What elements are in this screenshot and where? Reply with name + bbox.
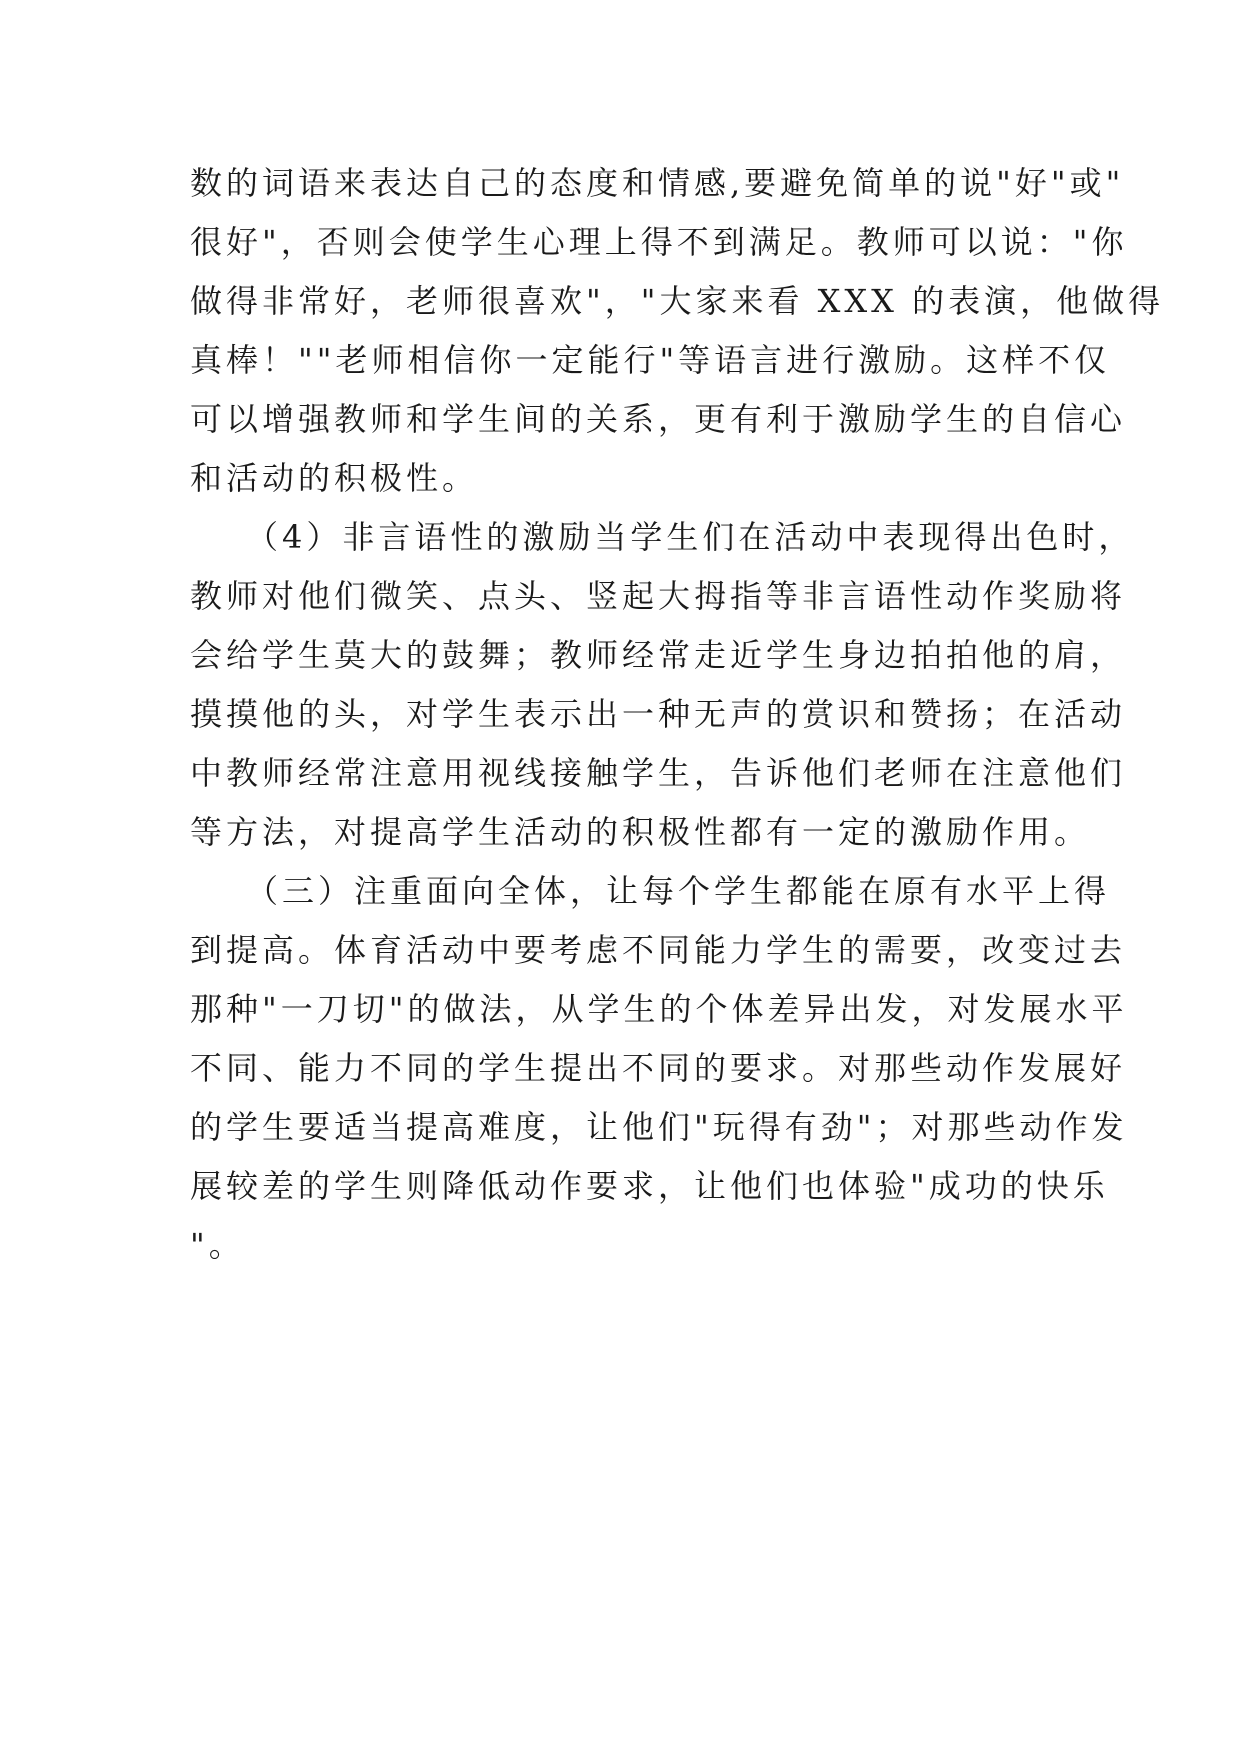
text-line: 到提高。体育活动中要考虑不同能力学生的需要，改变过去 <box>190 931 1127 969</box>
text-line: 教师对他们微笑、点头、竖起大拇指等非言语性动作奖励将 <box>190 577 1127 615</box>
text-line: "。 <box>190 1226 245 1264</box>
text-line: 真棒！""老师相信你一定能行"等语言进行激励。这样不仅 <box>190 341 1111 379</box>
text-line: 会给学生莫大的鼓舞；教师经常走近学生身边拍拍他的肩， <box>190 636 1127 674</box>
text-line: 展较差的学生则降低动作要求，让他们也体验"成功的快乐 <box>190 1167 1109 1205</box>
text-line: 数的词语来表达自己的态度和情感,要避免简单的说"好"或" <box>190 164 1125 202</box>
text-line: 和活动的积极性。 <box>190 459 479 497</box>
text-line: 不同、能力不同的学生提出不同的要求。对那些动作发展好 <box>190 1049 1127 1087</box>
text-line: 摸摸他的头，对学生表示出一种无声的赏识和赞扬；在活动 <box>190 695 1127 733</box>
text-line: （4）非言语性的激励当学生们在活动中表现得出色时， <box>190 518 1135 556</box>
document-body <box>190 154 1165 1275</box>
text-line: 可以增强教师和学生间的关系，更有利于激励学生的自信心 <box>190 400 1127 438</box>
text-line: 中教师经常注意用视线接触学生，告诉他们老师在注意他们 <box>190 754 1127 792</box>
text-line: （三）注重面向全体，让每个学生都能在原有水平上得 <box>190 872 1111 910</box>
text-line: 的学生要适当提高难度，让他们"玩得有劲"；对那些动作发 <box>190 1108 1128 1146</box>
text-line: 很好"，否则会使学生心理上得不到满足。教师可以说："你 <box>190 223 1128 261</box>
text-line: 等方法，对提高学生活动的积极性都有一定的激励作用。 <box>190 813 1091 851</box>
text-line: 做得非常好，老师很喜欢"，"大家来看 XXX 的表演，他做得 <box>190 282 1165 320</box>
text-line: 那种"一刀切"的做法，从学生的个体差异出发，对发展水平 <box>190 990 1128 1028</box>
